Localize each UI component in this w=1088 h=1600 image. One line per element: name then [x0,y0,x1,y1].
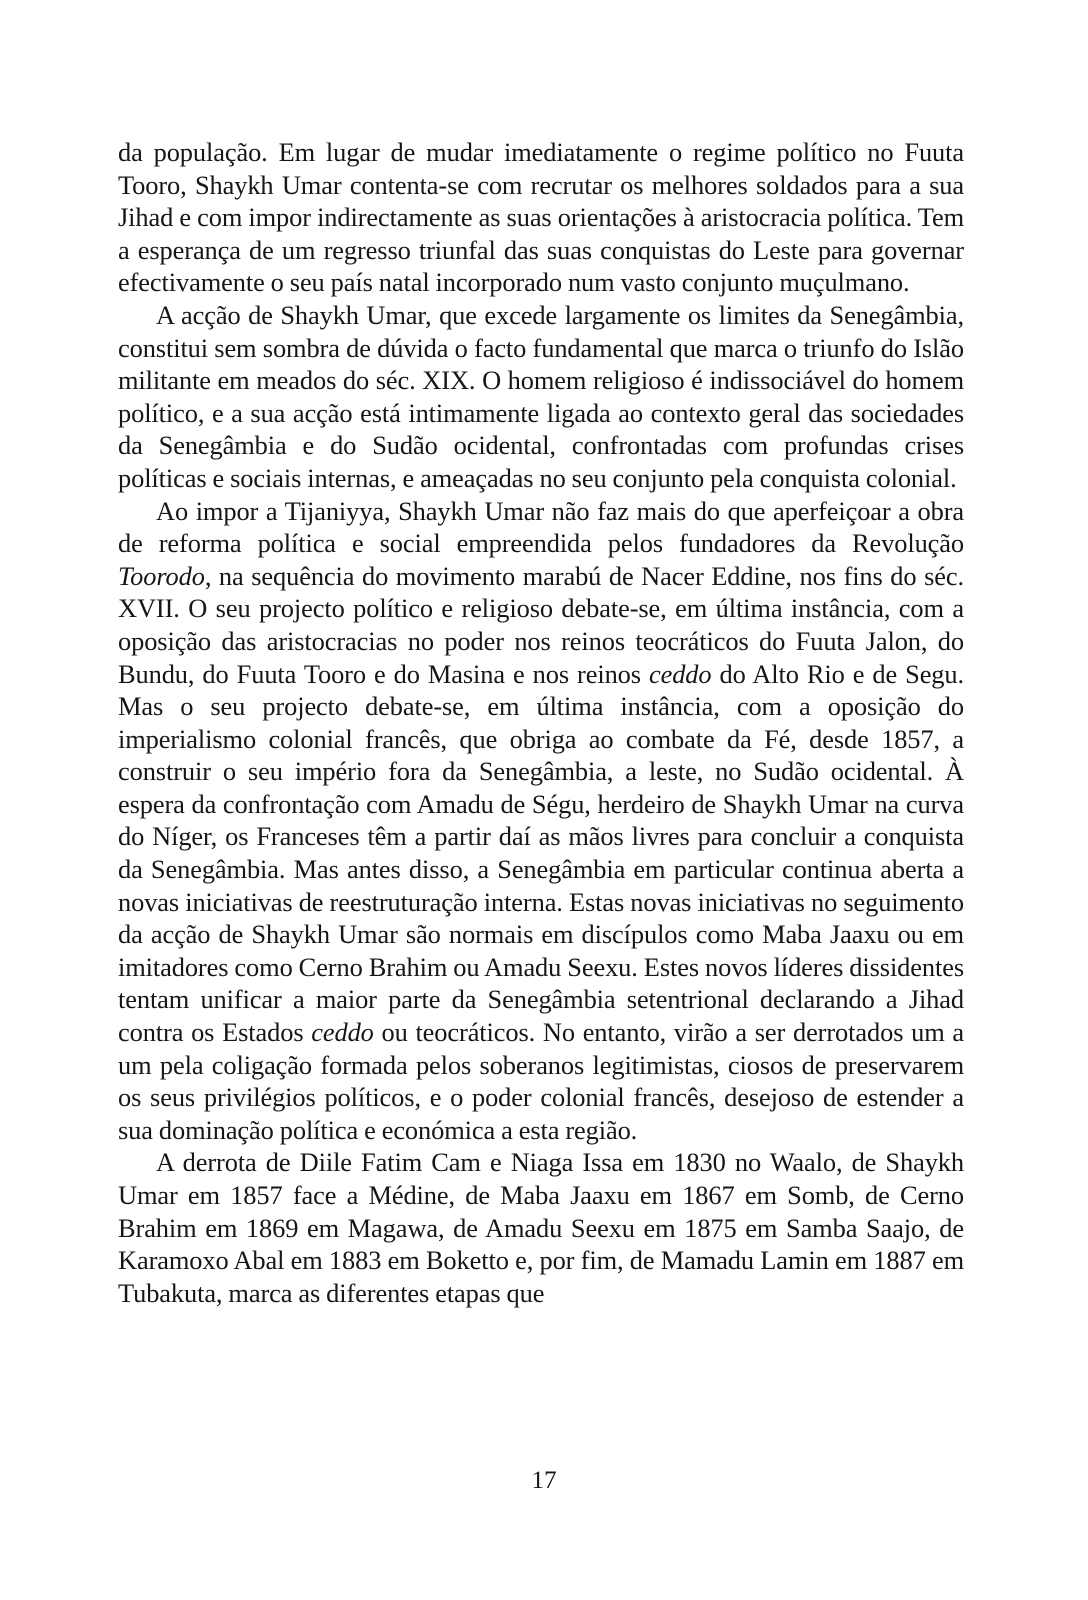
paragraph-2-text: A acção de Shaykh Umar, que excede largamente os limites da Senegâmbia, constitui sem sombra de dúvida o facto fundamental que marca o triunfo do Islão militante em meados do séc. XIX. O homem religioso é indissociável do homem político, e a sua acção está intimamente ligada ao contexto geral das sociedades da Senegâmbia e do Sudão ocidental, confrontadas com profundas crises políticas e sociais internas, e ameaçadas no seu conjunto pela conquista colonial. [118,299,964,493]
paragraph-3-text-d: ou teocráticos. No entanto, virão a ser derrotados um a um pela coligação formada pelos soberanos legitimistas, ciosos de preservarem os seus privilégios políticos, e o poder colonial francês, desejoso de estender a sua dominação política e económica a esta região. [118,1017,964,1145]
paragraph-1-text: da população. Em lugar de mudar imediatamente o regime político no Fuuta Tooro, Shaykh Umar contenta-se com recrutar os melhores soldados para a sua Jihad e com impor indirectamente as suas orientações à aristocracia política. Tem a esperança de um regresso triunfal das suas conquistas do Leste para governar efectivamente o seu país natal incorporado num vasto conjunto muçulmano. [118,137,964,298]
page-body [118,136,964,1309]
paragraph-2 [118,299,964,495]
paragraph-4-text: A derrota de Diile Fatim Cam e Niaga Issa em 1830 no Waalo, de Shaykh Umar em 1857 face a Médine, de Maba Jaaxu em 1867 em Somb, de Cerno Brahim em 1869 em Magawa, de Amadu Seexu em 1875 em Samba Saajo, de Karamoxo Abal em 1883 em Boketto e, por fim, de Mamadu Lamin em 1887 em Tubakuta, marca as diferentes etapas que [118,1147,964,1308]
paragraph-1 [118,136,964,299]
paragraph-3-text-b: , na sequência do movimento marabú de Nacer Eddine, nos fins do séc. XVII. O seu projecto político e religioso debate-se, em última instância, com a oposição das aristocracias no poder nos reinos teocráticos do Fuuta Jalon, do Bundu, do Fuuta Tooro e do Masina e nos reinos [118,560,964,689]
paragraph-3-text-a: Ao impor a Tijaniyya, Shaykh Umar não faz mais do que aperfeiçoar a obra de reforma política e social empreendida pelos fundadores da Revolução [118,495,964,559]
paragraph-3-text-c: do Alto Rio e de Segu. Mas o seu projecto debate-se, em última instância, com a oposição do imperialismo colonial francês, que obriga ao combate da Fé, desde 1857, a construir o seu império fora da Senegâmbia, a leste, no Sudão ocidental. À espera da confrontação com Amadu de Ségu, herdeiro de Shaykh Umar na curva do Níger, os Franceses têm a partir daí as mãos livres para concluir a conquista da Senegâmbia. Mas antes disso, a Senegâmbia em particular continua aberta a novas iniciativas de reestruturação interna. Estas novas iniciativas no seguimento da acção de Shaykh Umar são normais em discípulos como Maba Jaaxu ou em imitadores como Cerno Brahim ou Amadu Seexu. Estes novos líderes dissidentes tentam unificar a maior parte da Senegâmbia setentrional declarando a Jihad contra os Estados [118,658,964,1048]
term-ceddo-2: ceddo [311,1017,374,1048]
page-number: 17 [531,1467,557,1494]
paragraph-3 [118,495,964,1147]
paragraph-4 [118,1146,964,1309]
term-ceddo: ceddo [648,658,712,689]
term-toorodo: Toorodo [118,560,205,591]
